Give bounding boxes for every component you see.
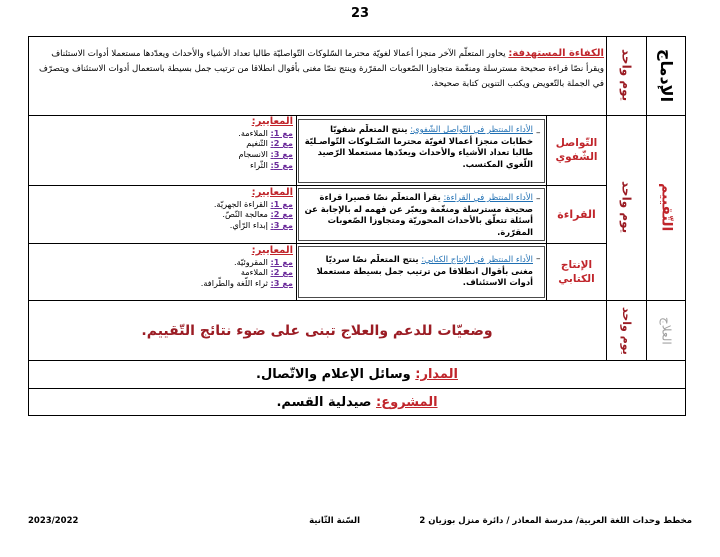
performance-reading-title: الأداء المنتظر في القراءة: bbox=[443, 192, 533, 202]
performance-reading-text: يقرأ المتعلّم نصّا قصيرا قراءة صحيحة مسترسلة ومنغّمة ويعبّر عن فهمه له بالإجابة عن أسئلة تتعلّق بالأحداث المحوريّة ومتجاوزا الصّعوبات المقرّرة. bbox=[304, 192, 533, 237]
criteria-code: مع 2: bbox=[270, 267, 293, 278]
remediation-day-label: يوم واحد bbox=[620, 306, 633, 355]
criteria-text: الملاءمة bbox=[240, 267, 268, 278]
criteria-text: الثّراء bbox=[250, 159, 268, 170]
criteria-code: مع 3: bbox=[270, 278, 293, 289]
criteria-text: الملاءمة. bbox=[238, 127, 268, 138]
criteria-reading-title: المعايير: bbox=[251, 187, 293, 198]
criteria-code: مع 3: bbox=[270, 149, 293, 160]
axis-value: وسائل الإعلام والاتّصال. bbox=[256, 367, 411, 382]
competence-block bbox=[32, 46, 604, 112]
evaluation-section-label bbox=[647, 115, 686, 300]
domain-writing: الإنتاج الكتابي bbox=[558, 259, 595, 285]
criteria-item bbox=[178, 199, 293, 210]
domain-reading: القراءة bbox=[557, 208, 596, 221]
evaluation-day-label: يوم واحد bbox=[619, 181, 634, 234]
dash-2: – bbox=[536, 194, 541, 204]
criteria-reading bbox=[178, 187, 293, 242]
criteria-text: المقروئيّة. bbox=[234, 256, 268, 267]
criteria-item bbox=[178, 149, 293, 160]
axis-label: المدار: bbox=[415, 367, 458, 382]
criteria-item bbox=[178, 278, 293, 289]
criteria-text: معالجة النّصّ. bbox=[222, 209, 268, 220]
competence-title: الكفاءة المستهدفة: bbox=[508, 48, 604, 59]
criteria-text: ثراء اللّغة والطّرافة. bbox=[200, 278, 268, 289]
remediation-section-label: العلاج bbox=[659, 316, 674, 345]
project-label: المشروع: bbox=[376, 395, 438, 410]
criteria-code: مع 1: bbox=[270, 127, 293, 138]
integration-section-text: الإدماج bbox=[657, 48, 676, 103]
criteria-text: القراءة الجهريّة. bbox=[213, 198, 268, 209]
lesson-plan-table bbox=[28, 36, 686, 416]
criteria-code: مع 2: bbox=[270, 209, 293, 220]
criteria-writing bbox=[178, 245, 293, 299]
page-number: 23 bbox=[350, 6, 370, 21]
evaluation-section-text: التّقييم bbox=[658, 183, 675, 232]
axis-row bbox=[28, 361, 686, 388]
performance-reading bbox=[301, 192, 533, 240]
criteria-code: مع 5: bbox=[270, 159, 293, 170]
criteria-oral-title: المعايير: bbox=[251, 116, 293, 127]
criteria-oral bbox=[178, 116, 293, 184]
dash-3: – bbox=[536, 254, 541, 264]
criteria-item bbox=[178, 209, 293, 220]
performance-writing-text: ينتج المتعلّم نصّا سرديّا مغنى بأقوال انطلاقا من ترتيب جمل بسيطة مستعملا أدوات الاستئناف. bbox=[316, 254, 533, 287]
criteria-code: مع 2: bbox=[270, 138, 293, 149]
competence-text: يحاور المتعلّم الآخر منجزا أعمالا لغويّة محترما السّلوكات التّواصليّة طالبا تعداد الأشياء والأحداث ويعدّدها مستعملا أدوات الاستئناف ويقرأ نصّا قراءة صحيحة مسترسلة ومنغّمة متجاوزا الصّعوبات المقرّرة وينتج نصّا مغنى بأقوال انطلاقا من ترتيب جمل بسيطة باستعمال أدوات الاستئناف ويتصرّف في الجملة بالتّعويض ويكتب التنوين كتابة صحيحة. bbox=[38, 49, 604, 89]
criteria-text: إبداء الرّأي. bbox=[229, 220, 268, 231]
criteria-item bbox=[178, 128, 293, 139]
footer-year: 2023/2022 bbox=[28, 516, 79, 526]
criteria-item bbox=[178, 138, 293, 149]
project-value: صيدلية القسم. bbox=[276, 395, 372, 410]
domain-oral-communication: التّواصل الشّفوي bbox=[555, 137, 598, 163]
integration-section-label bbox=[647, 36, 686, 115]
performance-writing bbox=[301, 254, 533, 296]
performance-oral bbox=[301, 124, 533, 182]
project-row bbox=[28, 389, 686, 416]
performance-writing-title: الأداء المنتظر في الإنتاج الكتابي: bbox=[421, 254, 533, 264]
criteria-text: التّنغيم bbox=[246, 138, 268, 149]
remediation-text: وضعيّات للدعم والعلاج تبنى على ضوء نتائج التّقييم. bbox=[141, 322, 493, 339]
dash-1: – bbox=[536, 128, 541, 138]
integration-day-label: يوم واحد bbox=[619, 49, 634, 102]
performance-oral-title: الأداء المنتظر في التّواصل الشّفوي: bbox=[410, 124, 533, 134]
criteria-item bbox=[178, 257, 293, 268]
criteria-item bbox=[178, 267, 293, 278]
footer-title: مخطط وحدات اللغة العربية/ مدرسة المعاذر / دائرة منزل بوزيان 2 bbox=[419, 516, 692, 526]
criteria-code: مع 1: bbox=[270, 256, 293, 267]
criteria-text: الانسجام bbox=[238, 149, 268, 160]
performance-oral-text: ينتج المتعلّم شفويّا خطابات منجزا أعمالا لغويّة محترما السّـلوكات التّواصـليّة طالبا تعداد الأشياء والأحداث ويعدّدها مستعملا الرّصيد اللّغوي المكتسب. bbox=[304, 124, 533, 169]
page-footer bbox=[0, 516, 720, 530]
criteria-code: مع 3: bbox=[270, 220, 293, 231]
criteria-writing-title: المعايير: bbox=[251, 245, 293, 256]
criteria-item bbox=[178, 160, 293, 171]
footer-level: السّنة الثّانية bbox=[309, 516, 360, 526]
criteria-code: مع 1: bbox=[270, 198, 293, 209]
criteria-item bbox=[178, 220, 293, 231]
